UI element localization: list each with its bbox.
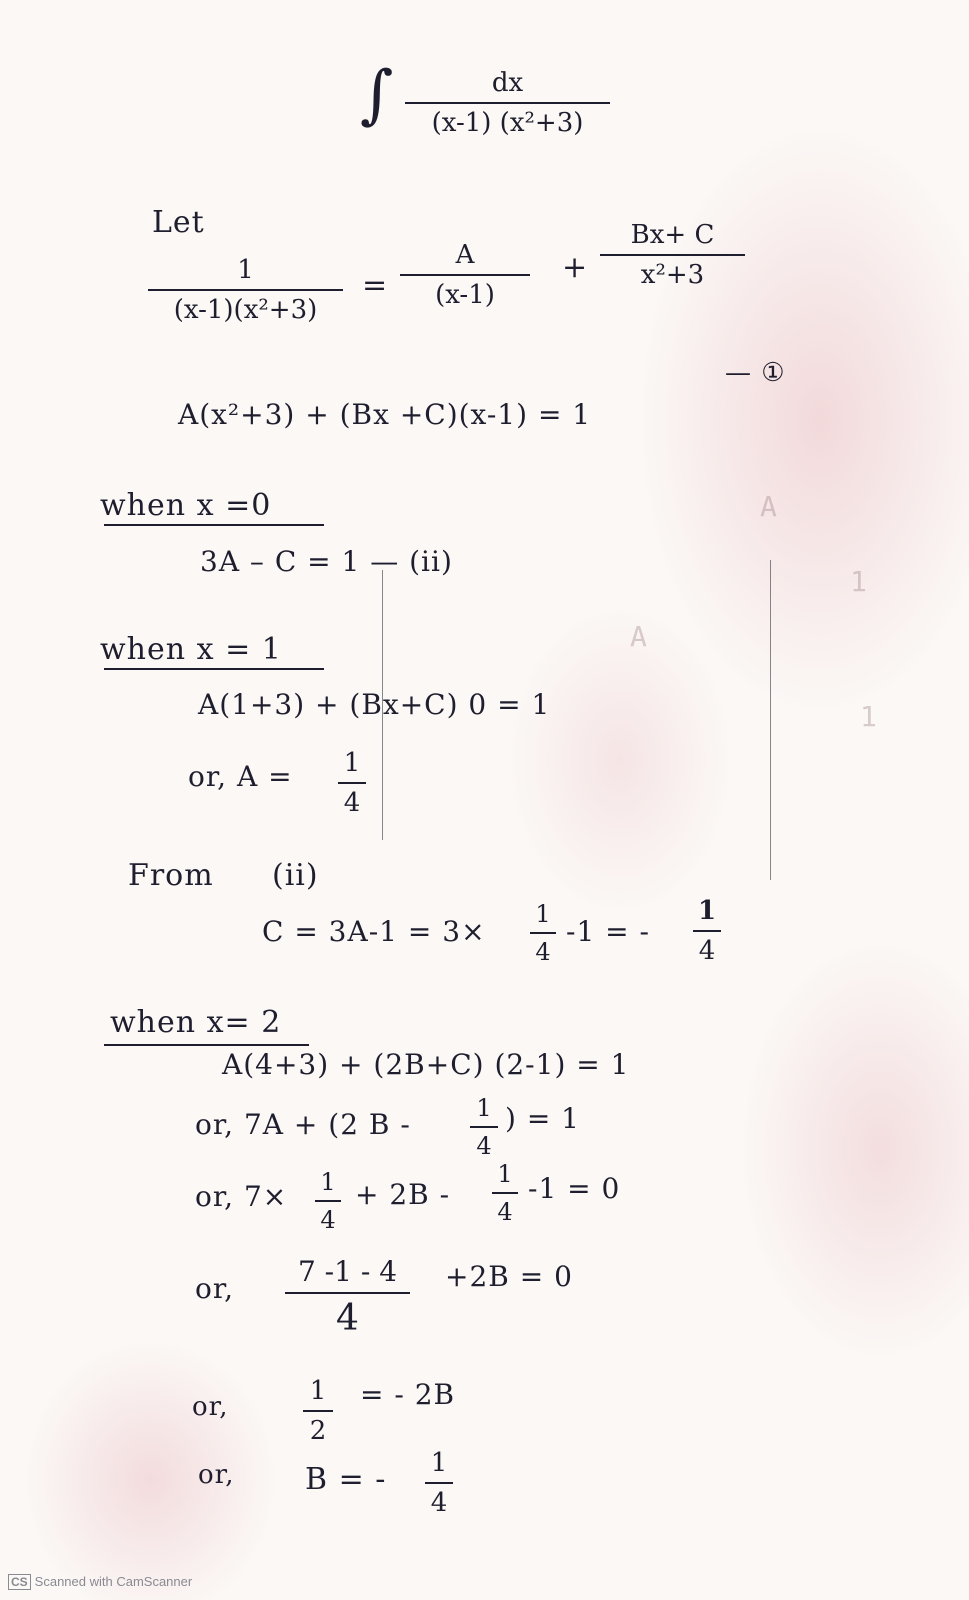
c-fraction-2-numerator: 1 <box>697 896 717 926</box>
case-x2-line-4-suffix: +2B = 0 <box>445 1260 573 1293</box>
b-value-denominator: 4 <box>430 1488 448 1518</box>
case-x2-line-5-fraction <box>303 1376 333 1446</box>
c-equation-prefix: C = 3A-1 = 3× <box>262 915 486 948</box>
fraction-bar <box>315 1200 341 1202</box>
b-fraction <box>600 220 745 290</box>
fraction-bar <box>425 1482 453 1484</box>
fraction-bar <box>492 1192 518 1194</box>
case-x2-line-4-prefix: or, <box>195 1272 235 1305</box>
case-x2-line-1: A(4+3) + (2B+C) (2-1) = 1 <box>222 1048 630 1081</box>
fraction-numerator: 1 <box>309 1376 327 1406</box>
case-x1-equation: A(1+3) + (Bx+C) 0 = 1 <box>198 688 551 721</box>
case-x2-line-2-prefix: or, 7A + (2 B - <box>195 1108 411 1141</box>
fraction-denominator: 4 <box>320 1206 336 1234</box>
case-x1-result-prefix: or, A = <box>188 760 293 793</box>
scanner-watermark <box>8 1574 192 1590</box>
case-x2-line-5-suffix: = - 2B <box>360 1378 456 1411</box>
plus-sign: + <box>562 250 589 285</box>
case-x2-line-6-prefix: or, <box>198 1460 235 1490</box>
bleed-through-mark: A <box>630 620 647 653</box>
fraction-bar <box>693 930 721 932</box>
a-numerator: A <box>455 240 475 270</box>
b-value-fraction <box>425 1448 453 1518</box>
case-x2-line-2-fraction <box>470 1094 498 1160</box>
bleed-through-line <box>770 560 771 880</box>
fraction-bar <box>148 289 343 291</box>
case-x2-line-5-prefix: or, <box>192 1392 229 1422</box>
a-value-numerator: 1 <box>343 748 361 778</box>
fraction-bar <box>338 782 366 784</box>
fraction-numerator: 7 -1 - 4 <box>297 1255 398 1288</box>
c-fraction-1-numerator: 1 <box>535 900 551 928</box>
heading-underline <box>104 1044 309 1046</box>
integral-denominator: (x-1) (x²+3) <box>431 108 584 138</box>
case-x2-line-3-fraction-2 <box>492 1160 518 1226</box>
c-fraction-2 <box>693 896 721 966</box>
fraction-denominator: 4 <box>336 1298 359 1339</box>
from-reference: (ii) <box>272 858 319 893</box>
a-denominator: (x-1) <box>435 280 495 310</box>
equation-1: A(x²+3) + (Bx +C)(x-1) = 1 <box>178 398 592 431</box>
a-fraction <box>400 240 530 310</box>
case-x2-line-4-fraction <box>285 1255 410 1339</box>
c-fraction-1-denominator: 4 <box>535 938 551 966</box>
fraction-numerator: 1 <box>497 1160 513 1188</box>
bleed-through-mark: 1 <box>850 565 867 598</box>
fraction-bar <box>530 932 556 934</box>
fraction-denominator: 4 <box>476 1132 492 1160</box>
case-x2-line-3-prefix: or, 7× <box>195 1180 288 1213</box>
fraction-numerator: 1 <box>320 1168 336 1196</box>
case-x2-line-6-middle: B = - <box>305 1462 387 1497</box>
case-x2-heading: when x= 2 <box>110 1005 282 1040</box>
lhs-numerator: 1 <box>237 255 254 285</box>
bleed-through-mark: A <box>760 490 777 523</box>
integral-sign: ∫ <box>360 58 395 132</box>
a-value-denominator: 4 <box>343 788 361 818</box>
fraction-numerator: 1 <box>476 1094 492 1122</box>
a-value-fraction <box>338 748 366 818</box>
scanner-watermark-text: Scanned with CamScanner <box>34 1574 193 1589</box>
from-label: From <box>128 858 214 893</box>
fraction-bar <box>303 1410 333 1412</box>
integral-numerator: dx <box>491 68 524 98</box>
let-label: Let <box>152 205 205 240</box>
scanner-logo: CS <box>8 1574 31 1590</box>
fraction-bar <box>405 102 610 104</box>
c-fraction-1 <box>530 900 556 966</box>
case-x2-line-3-suffix: -1 = 0 <box>528 1172 621 1205</box>
fraction-denominator: 2 <box>309 1416 327 1446</box>
fraction-denominator: 4 <box>497 1198 513 1226</box>
fraction-bar <box>285 1292 410 1294</box>
case-x0-equation: 3A – C = 1 — (ii) <box>200 545 453 578</box>
lhs-denominator: (x-1)(x²+3) <box>173 295 318 325</box>
equation-1-tag: — ① <box>725 358 786 388</box>
case-x1-heading: when x = 1 <box>100 632 282 667</box>
fraction-bar <box>600 254 745 256</box>
b-denominator: x²+3 <box>640 260 705 290</box>
fraction-bar <box>400 274 530 276</box>
b-numerator: Bx+ C <box>630 220 715 250</box>
heading-underline <box>104 668 324 670</box>
equals-sign: = <box>362 268 389 303</box>
case-x2-line-3-middle: + 2B - <box>355 1178 451 1211</box>
b-value-numerator: 1 <box>430 1448 448 1478</box>
c-fraction-2-denominator: 4 <box>698 936 716 966</box>
case-x0-heading: when x =0 <box>100 488 272 523</box>
bleed-through-mark: 1 <box>860 700 877 733</box>
heading-underline <box>104 524 324 526</box>
c-equation-middle: -1 = - <box>566 915 650 948</box>
lhs-fraction <box>148 255 343 325</box>
integral-fraction <box>405 68 610 138</box>
case-x2-line-3-fraction-1 <box>315 1168 341 1234</box>
fraction-bar <box>470 1126 498 1128</box>
case-x2-line-2-suffix: ) = 1 <box>505 1102 580 1135</box>
